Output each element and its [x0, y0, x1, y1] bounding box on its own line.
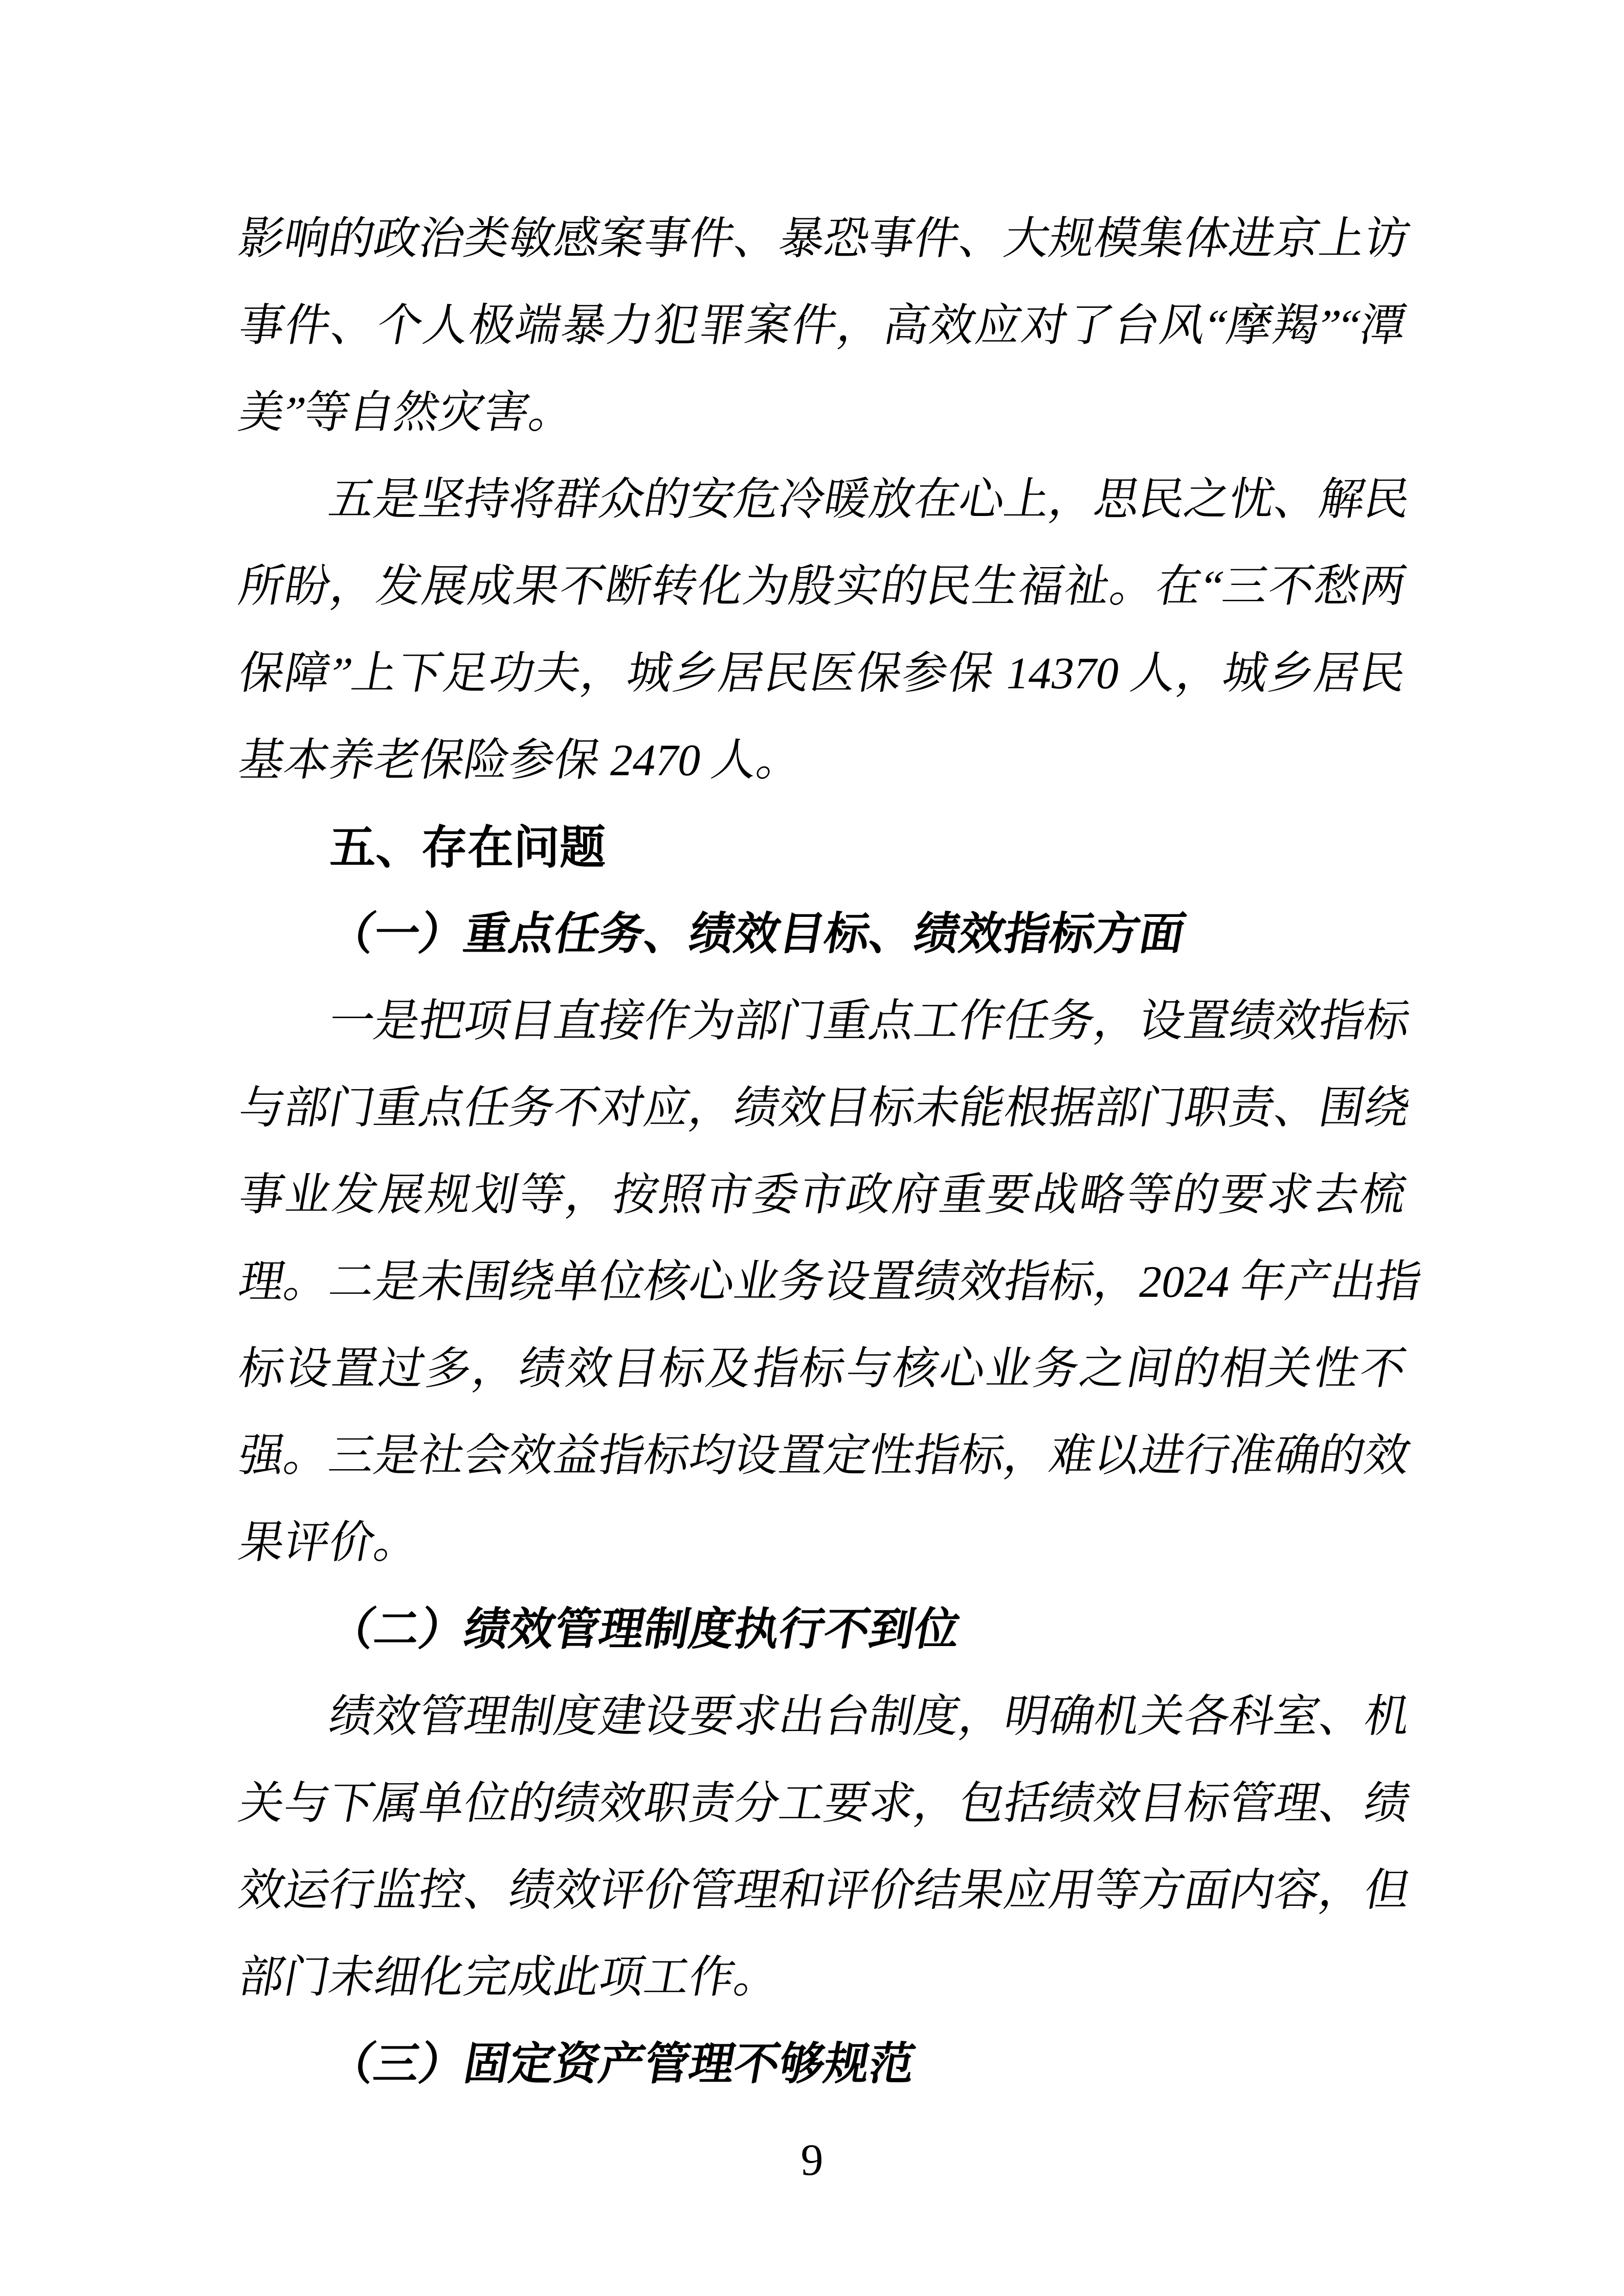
body-line: 关与下属单位的绩效职责分工要求，包括绩效目标管理、绩	[235, 1779, 1414, 1829]
body-line: 部门未细化完成此项工作。	[235, 1953, 784, 2002]
body-line: 所盼，发展成果不断转化为殷实的民生福祉。在“三不愁两	[235, 562, 1410, 612]
body-line: 一是把项目直接作为部门重点工作任务，设置绩效指标	[325, 997, 1414, 1046]
section-heading: 五、存在问题	[329, 822, 606, 873]
body-line: 事业发展规划等，按照市委市政府重要战略等的要求去梳	[235, 1170, 1410, 1220]
body-line: 事件、个人极端暴力犯罪案件，高效应对了台风“摩羯”“潭	[235, 301, 1410, 351]
body-line: 基本养老保险参保 2470 人。	[235, 736, 807, 785]
subsection-heading: （二）绩效管理制度执行不到位	[325, 1605, 964, 1655]
document-body	[235, 196, 1426, 2108]
body-line: 与部门重点任务不对应，绩效目标未能根据部门职责、围绕	[235, 1084, 1414, 1133]
body-line: 理。二是未围绕单位核心业务设置绩效指标，2024 年产出指	[235, 1257, 1426, 1307]
body-line: 美”等自然灾害。	[235, 388, 579, 438]
subsection-heading: （一）重点任务、绩效目标、绩效指标方面	[325, 910, 1189, 959]
body-line: 强。三是社会效益指标均设置定性指标，难以进行准确的效	[235, 1431, 1414, 1481]
body-line: 标设置过多，绩效目标及指标与核心业务之间的相关性不	[235, 1344, 1410, 1394]
body-line: 保障”上下足功夫，城乡居民医保参保 14370 人，城乡居民	[235, 649, 1410, 699]
body-line: 影响的政治类敏感案事件、暴恐事件、大规模集体进京上访	[235, 214, 1414, 264]
body-line: 果评价。	[235, 1518, 424, 1568]
body-line: 效运行监控、绩效评价管理和评价结果应用等方面内容，但	[235, 1866, 1414, 1916]
body-line: 五是坚持将群众的安危冷暖放在心上，思民之忧、解民	[325, 475, 1414, 525]
subsection-heading: （三）固定资产管理不够规范	[325, 2040, 919, 2089]
body-line: 绩效管理制度建设要求出台制度，明确机关各科室、机	[325, 1692, 1414, 1742]
page-number: 9	[800, 2135, 824, 2185]
